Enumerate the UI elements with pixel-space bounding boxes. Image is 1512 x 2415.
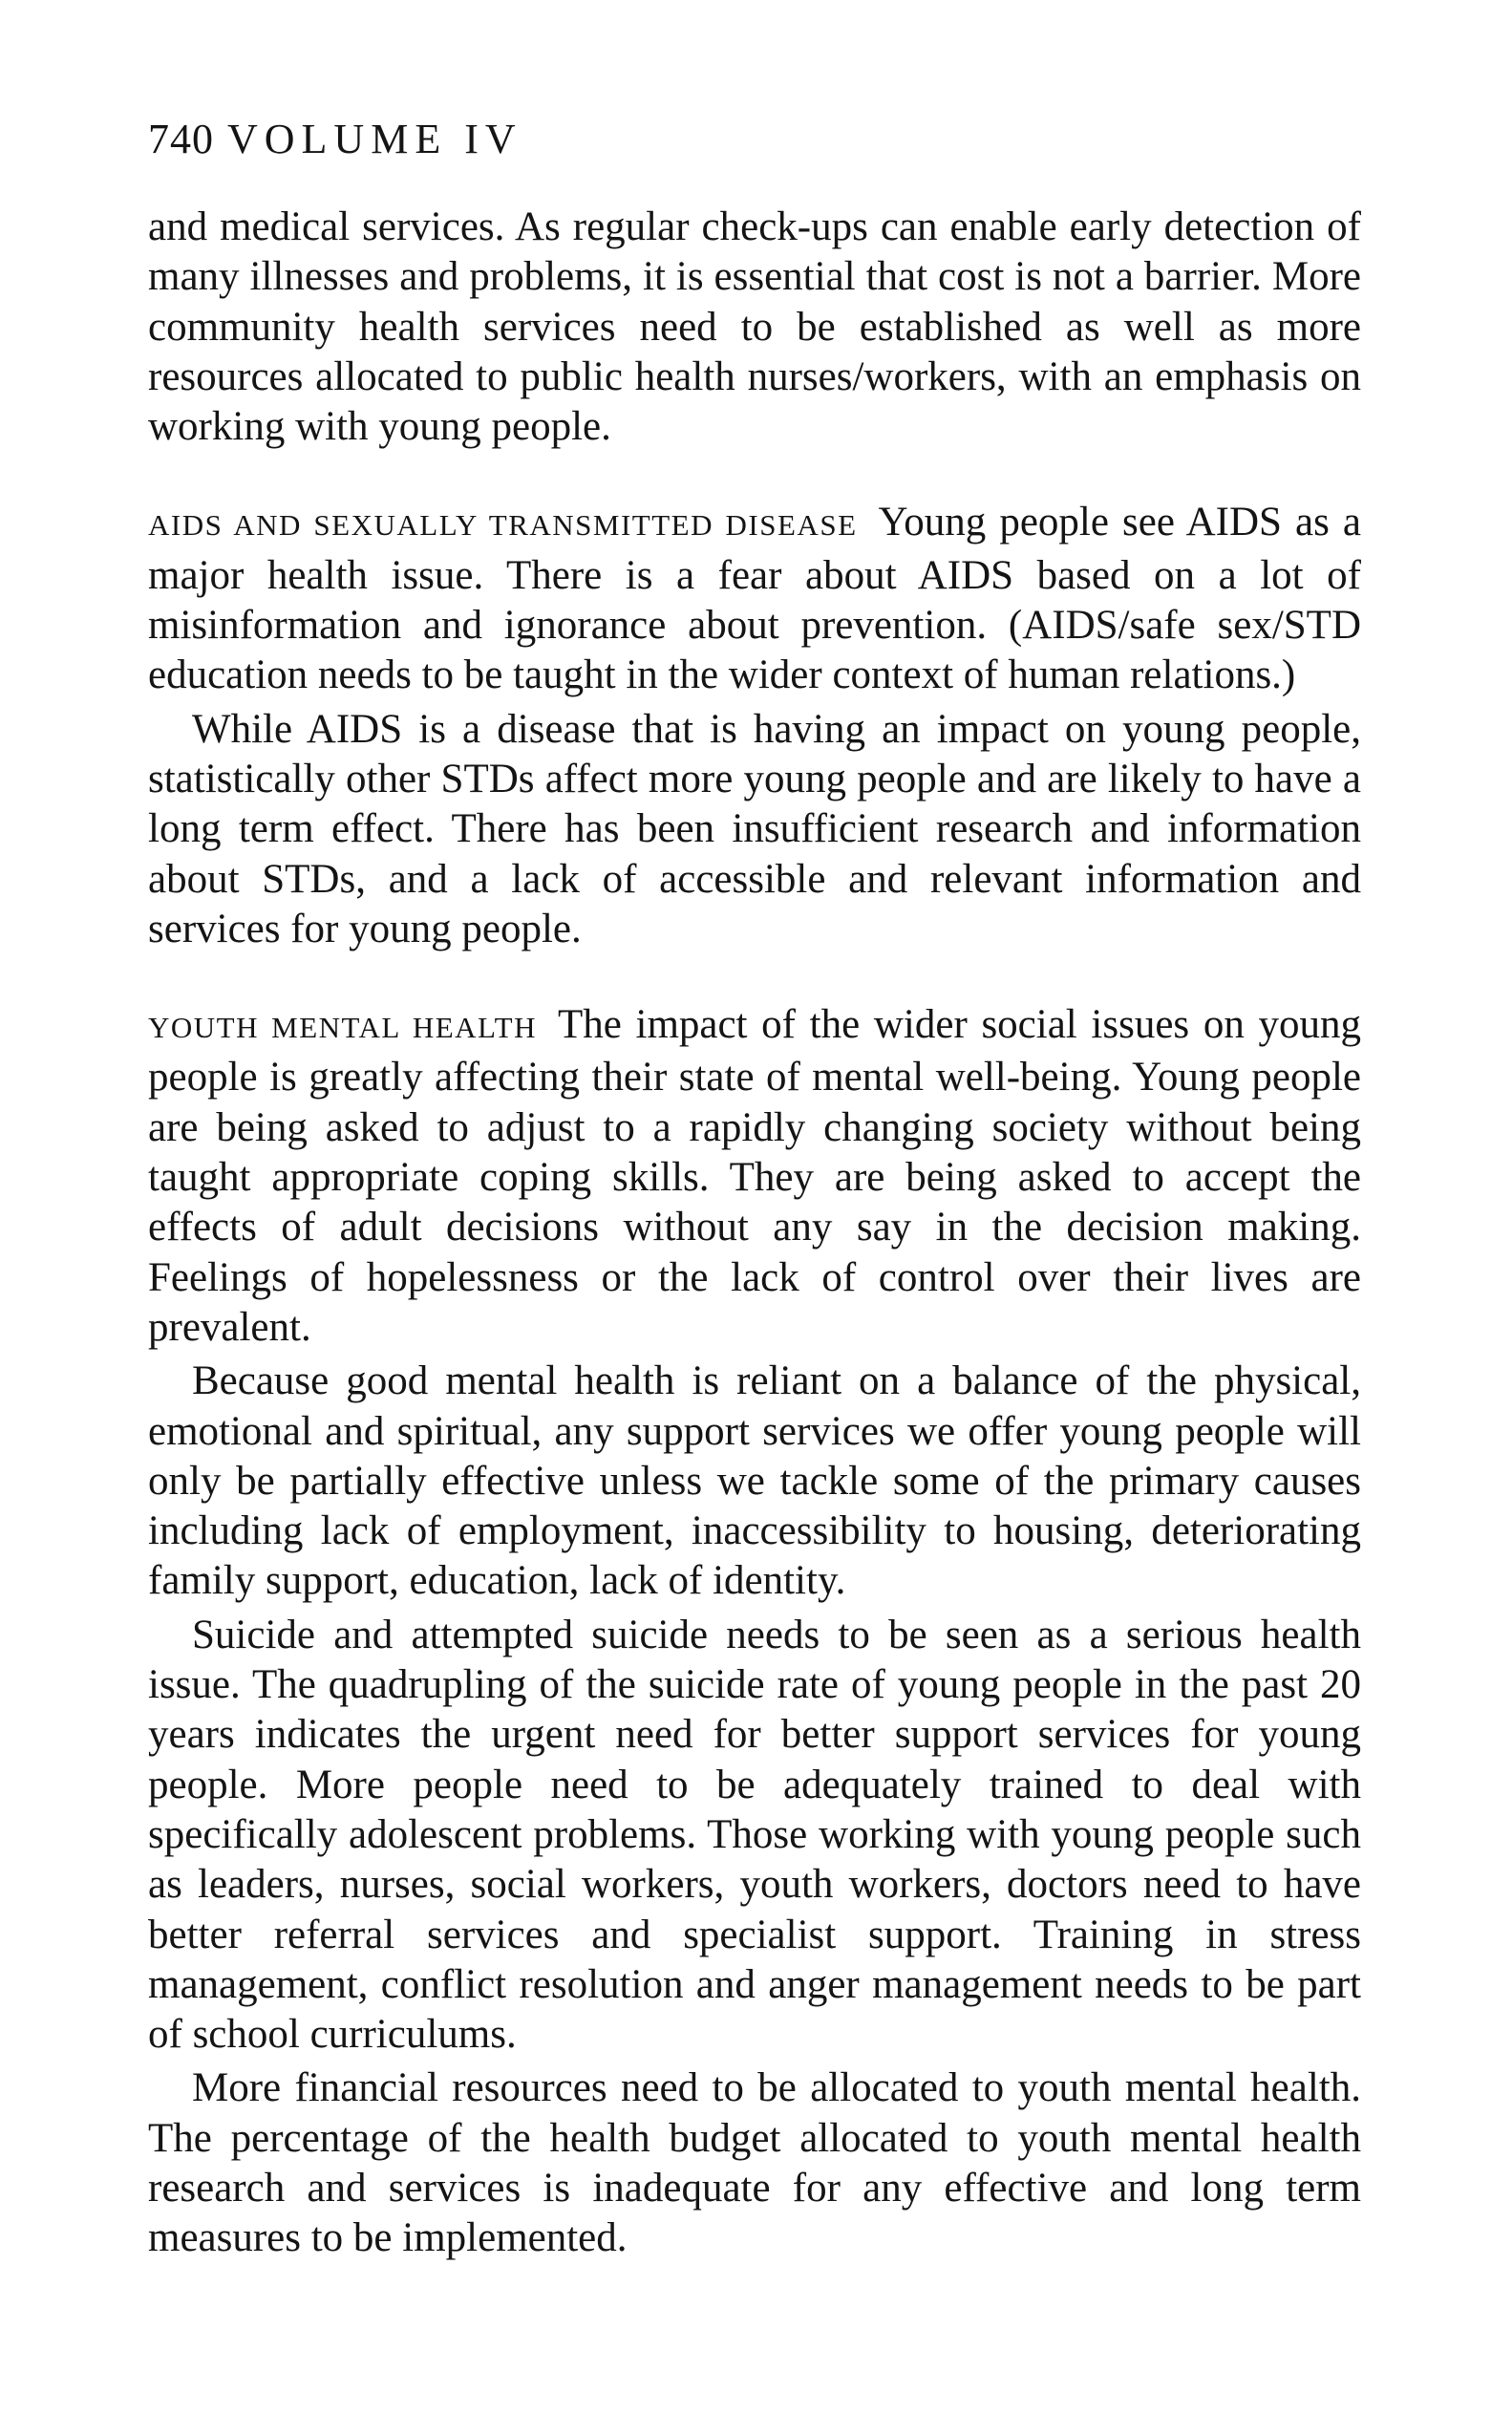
- paragraph-text: Young people see AIDS as a major health issue. There is a fear about AIDS based on a lot of misinformation and ignorance about prevention. (AIDS/safe sex/STD education needs to be taught in the wider context of human relations.): [148, 500, 1361, 698]
- section-aids-std: [148, 498, 1361, 700]
- volume-label: VOLUME IV: [227, 116, 522, 162]
- paragraph: [148, 1357, 1361, 1606]
- section-heading: AIDS AND SEXUALLY TRANSMITTED DISEASE: [148, 508, 858, 543]
- paragraph: [148, 1611, 1361, 2061]
- page-number: 740: [148, 116, 214, 162]
- paragraph-text: More financial resources need to be allocated to youth mental health. The percentage of the health budget allocated to youth mental health research and services is inadequate for any effective and long term measures to be implemented.: [148, 2065, 1361, 2261]
- paragraph-text: Suicide and attempted suicide needs to be seen as a serious health issue. The quadrupling of the suicide rate of young people in the past 20 years indicates the urgent need for better support services for young people. More people need to be adequately trained to deal with specifically adolescent problems. Those working with young people such as leaders, nurses, social workers, youth workers, doctors need to have better referral services and specialist support. Training in stress management, conflict resolution and anger management needs to be part of school curriculums.: [148, 1612, 1361, 2058]
- body-text: [148, 203, 1361, 2264]
- section-heading: YOUTH MENTAL HEALTH: [148, 1011, 537, 1045]
- paragraph-continuation: [148, 203, 1361, 452]
- paragraph-text: Because good mental health is reliant on a balance of the physical, emotional and spiritual, any support services we offer young people will only be partially effective unless we tackle some of the primary causes including lack of employment, inaccessibility to housing, deteriorating family support, education, lack of identity.: [148, 1358, 1361, 1604]
- paragraph-text: and medical services. As regular check-ups can enable early detection of many illnesses and problems, it is essential that cost is not a barrier. More community health services need to be established as well as more resources allocated to public health nurses/workers, with an emphasis on working with young people.: [148, 204, 1361, 450]
- section-youth-mental-health: [148, 1000, 1361, 1353]
- paragraph: [148, 2063, 1361, 2263]
- paragraph: [148, 705, 1361, 954]
- running-head: [148, 115, 522, 164]
- paragraph-text: The impact of the wider social issues on young people is greatly affecting their state of mental well-being. Young people are being asked to adjust to a rapidly changing society without being taught appropriate coping skills. They are being asked to accept the effects of adult decisions without any say in the decision making. Feelings of hopelessness or the lack of control over their lives are prevalent.: [148, 1002, 1361, 1350]
- paragraph-text: While AIDS is a disease that is having an impact on young people, statistically other STDs affect more young people and are likely to have a long term effect. There has been insufficient research and information about STDs, and a lack of accessible and relevant information and services for young people.: [148, 706, 1361, 951]
